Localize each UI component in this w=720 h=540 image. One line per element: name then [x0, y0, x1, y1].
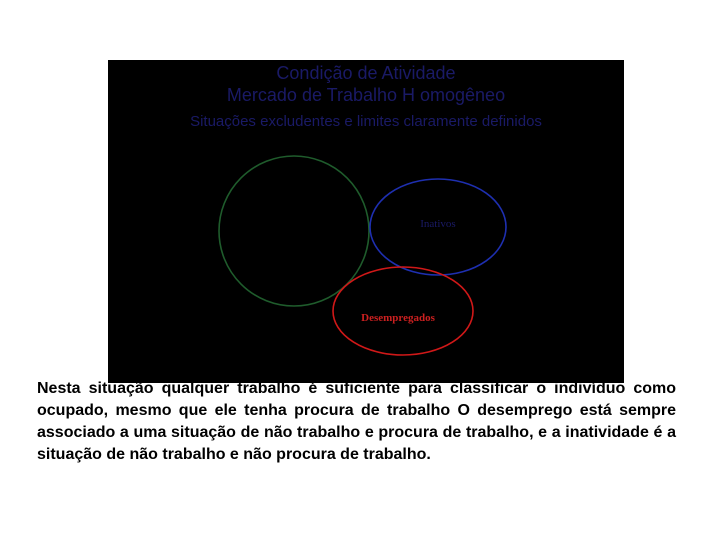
- desempregados-circle: [333, 267, 473, 355]
- venn-diagram: [108, 60, 624, 383]
- desempregados-label: Desempregados: [361, 312, 435, 324]
- venn-figure: [108, 60, 624, 383]
- caption-text: Nesta situação qualquer trabalho é suficiente para classificar o indivíduo como ocupado, mesmo que ele tenha procura de trabalho O desemprego está sempre associado a uma situação de não trabalho e procura de trabalho, e a inatividade é a situação de não trabalho e não procura de trabalho.: [37, 380, 676, 463]
- ocupados-circle: [219, 156, 369, 306]
- figure-title: Condição de Atividade: [276, 63, 456, 83]
- figure-subtitle: Situações excludentes e limites claramente definidos: [190, 113, 542, 130]
- figure-title-line-2: Mercado de Trabalho H omogêneo: [226, 85, 506, 105]
- inativos-label: Inativos: [420, 218, 456, 230]
